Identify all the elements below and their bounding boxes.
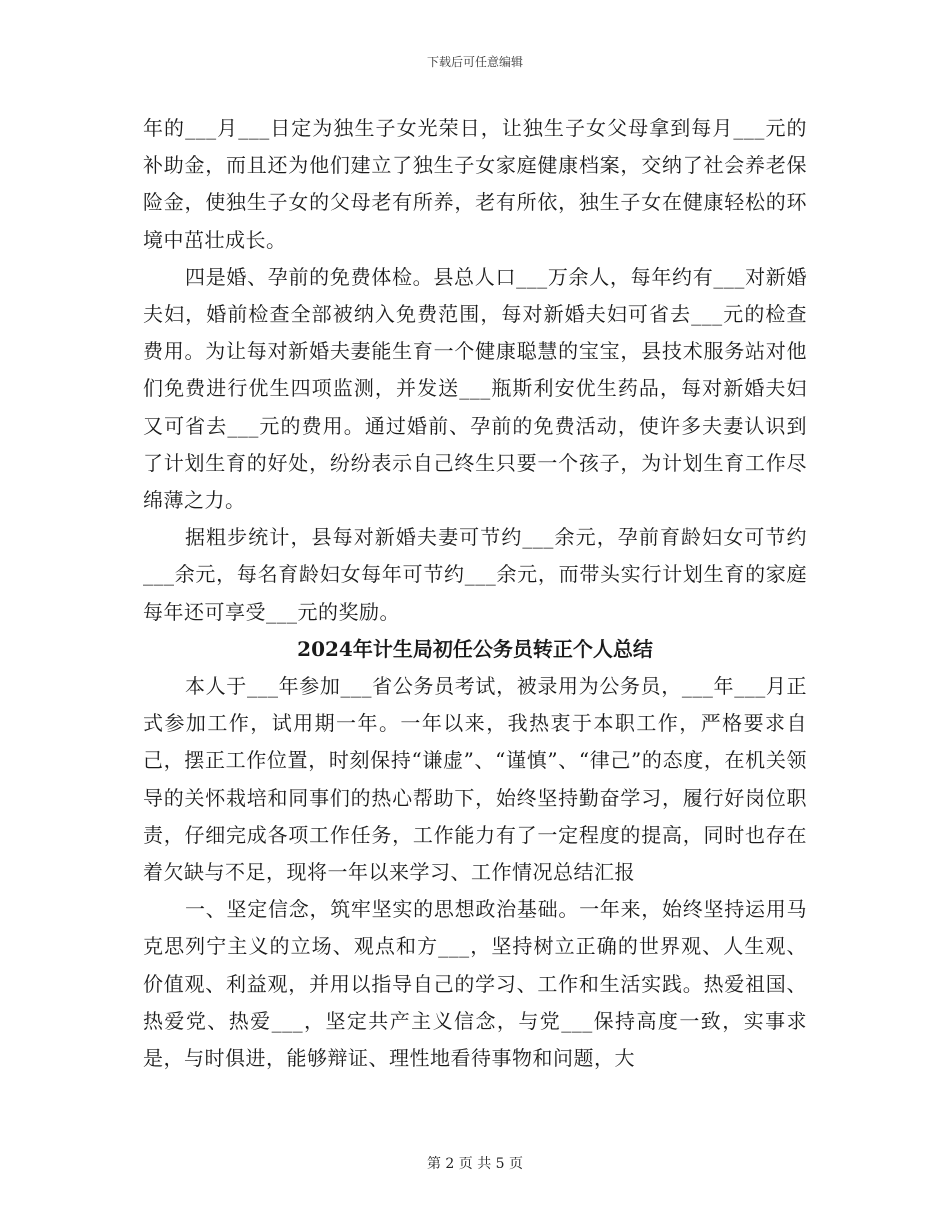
page-number: 第 2 页 共 5 页 [426,1156,524,1172]
section-title: 2024年计生局初任公务员转正个人总结 [297,636,653,661]
paragraph-political-foundation: 一、坚定信念，筑牢坚实的思想政治基础。一年来，始终坚持运用马克思列宁主义的立场、观点和方___，坚持树立正确的世界观、人生观、价值观、利益观，并用以指导自己的学习、工作和生活实践。热爱祖国、热爱党、热爱___，坚定共产主义信念，与党___保持高度一致，实事求是，与时俱进，能够辩证、理性地看待事物和问题，大 [143,897,807,1071]
paragraph-continuation: 年的___月___日定为独生子女光荣日，让独生子女父母拿到每月___元的补助金，而且还为他们建立了独生子女家庭健康档案，交纳了社会养老保险金，使独生子女的父母老有所养，老有所依，独生子女在健康轻松的环境中茁壮成长。 [143,116,807,252]
paragraph-statistics: 据粗步统计，县每对新婚夫妻可节约___余元，孕前育龄妇女可节约___余元，每名育龄妇女每年可节约___余元，而带头实行计划生育的家庭每年还可享受___元的奖励。 [143,525,807,624]
document-body [143,110,807,1077]
page-header: 下载后可任意编辑 [426,55,523,69]
paragraph-introduction: 本人于___年参加___省公务员考试，被录用为公务员，___年___月正式参加工作，试用期一年。一年以来，我热衷于本职工作，严格要求自己，摆正工作位置，时刻保持“谦虚”、“谨慎”、“律己”的态度，在机关领导的关怀栽培和同事们的热心帮助下，始终坚持勤奋学习，履行好岗位职责，仔细完成各项工作任务，工作能力有了一定程度的提高，同时也存在着欠缺与不足，现将一年以来学习、工作情况总结汇报 [143,674,807,885]
paragraph-premarital-checkup: 四是婚、孕前的免费体检。县总人口___万余人，每年约有___对新婚夫妇，婚前检查全部被纳入免费范围，每对新婚夫妇可省去___元的检查费用。为让每对新婚夫妻能生育一个健康聪慧的宝宝，县技术服务站对他们免费进行优生四项监测，并发送___瓶斯利安优生药品，每对新婚夫妇又可省去___元的费用。通过婚前、孕前的免费活动，使许多夫妻认识到了计划生育的好处，纷纷表示自己终生只要一个孩子，为计划生育工作尽绵薄之力。 [143,264,807,513]
